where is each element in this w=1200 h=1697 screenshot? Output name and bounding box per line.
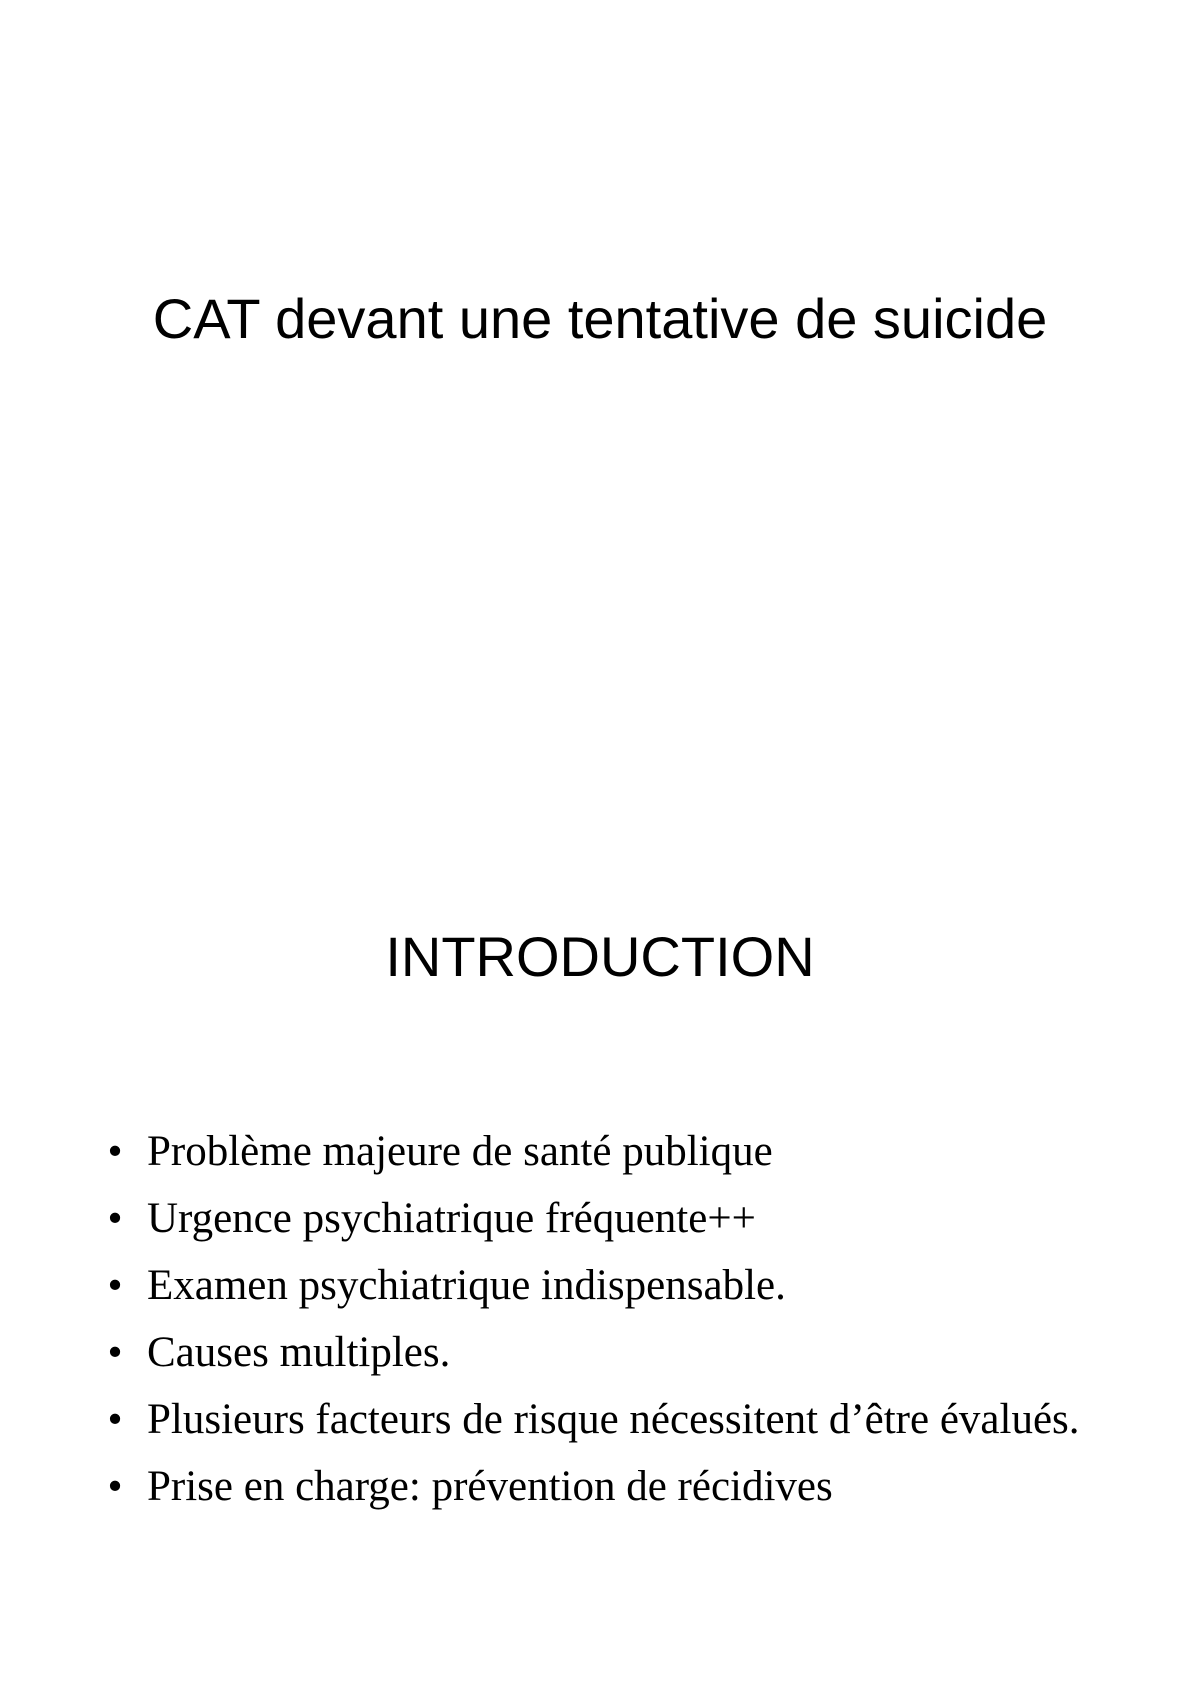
bullet-item (100, 1124, 1100, 1179)
bullet-text: Causes multiples. (147, 1329, 451, 1376)
document-title: CAT devant une tentative de suicide (152, 287, 1048, 350)
bullet-list (100, 1124, 1100, 1526)
bullet-text: Problème majeure de santé publique (147, 1128, 773, 1175)
bullet-item (100, 1392, 1100, 1447)
bullet-item (100, 1325, 1100, 1380)
section-heading: INTRODUCTION (385, 925, 815, 988)
bullet-text: Examen psychiatrique indispensable. (147, 1262, 786, 1309)
bullet-icon: • (107, 1128, 123, 1175)
bullet-icon: • (107, 1463, 123, 1510)
bullet-text: Urgence psychiatrique fréquente++ (147, 1195, 756, 1242)
bullet-icon: • (107, 1396, 123, 1443)
bullet-icon: • (107, 1195, 123, 1242)
bullet-item (100, 1258, 1100, 1313)
bullet-item (100, 1459, 1100, 1514)
bullet-icon: • (107, 1329, 123, 1376)
bullet-text: Plusieurs facteurs de risque nécessitent d’être évalués. (147, 1396, 1080, 1443)
bullet-item (100, 1191, 1100, 1246)
bullet-text: Prise en charge: prévention de récidives (147, 1463, 833, 1510)
bullet-icon: • (107, 1262, 123, 1309)
